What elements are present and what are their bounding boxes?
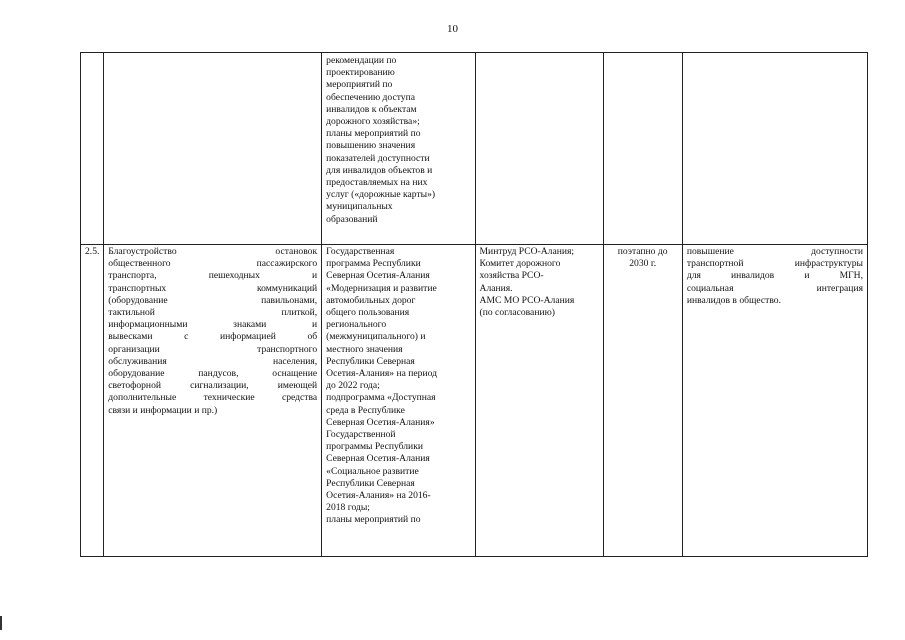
text-line: подпрограмма «Доступная [326, 392, 436, 404]
text-line: общего пользования [326, 307, 410, 319]
scan-mark [0, 616, 2, 630]
text-line: хозяйства РСО- [479, 270, 544, 282]
text-line: до 2022 года; [326, 380, 380, 392]
cell-term [603, 53, 682, 245]
text-line: информационными знаками и [108, 319, 318, 331]
cell-term [603, 245, 682, 557]
text-line: поэтапно до [617, 246, 668, 257]
text-line: программа Республики [326, 258, 421, 270]
text-line: Республики Северная [326, 355, 415, 367]
measures-table [80, 52, 868, 557]
text-line: муниципальных [326, 201, 393, 213]
text-line: оборудование пандусов, оснащение [108, 368, 318, 380]
text-line: 2030 г. [629, 258, 657, 270]
text-line: программы Республики [326, 441, 423, 453]
text-line: образований [326, 213, 378, 225]
text-line: инвалидов в общество. [686, 294, 781, 306]
text-line: (по согласованию) [479, 307, 555, 319]
text-line: «Модернизация и развитие [326, 282, 437, 294]
basis-text [326, 246, 470, 527]
text-line: общественного пассажирского [108, 258, 318, 270]
text-line: для инвалидов и МГН, [686, 270, 863, 282]
table-row [81, 245, 868, 557]
text-line: (межмуниципального) и [326, 331, 426, 343]
text-line: Алания. [479, 282, 513, 294]
responsible-text [480, 246, 599, 319]
text-line: дополнительные технические средства [108, 392, 318, 404]
cell-num [81, 53, 104, 245]
text-line: планы мероприятий по [326, 128, 421, 140]
text-line: Минтруд РСО-Алания; [479, 246, 575, 257]
text-line: мероприятий по [326, 79, 393, 91]
cell-result [682, 245, 867, 557]
text-line: Осетия-Алания» на период [326, 368, 438, 380]
text-line: связи и информации и пр.) [108, 404, 218, 416]
text-line: обеспечению доступа [326, 91, 415, 103]
text-line: автомобильных дорог [326, 294, 416, 306]
text-line: Государственная [326, 246, 395, 257]
cell-responsible [475, 245, 603, 557]
text-line: (оборудование павильонами, [108, 294, 318, 306]
text-line: повышение доступности [686, 246, 863, 257]
cell-responsible [475, 53, 603, 245]
text-line: инвалидов к объектам [326, 103, 417, 115]
text-line: для инвалидов объектов и [326, 164, 433, 176]
page-number: 10 [447, 23, 458, 35]
text-line: транспортной инфраструктуры [686, 258, 863, 270]
text-line: среда в Республике [326, 404, 405, 416]
text-line: предоставляемых на них [326, 177, 428, 189]
measure-text [108, 246, 317, 417]
term-text [608, 246, 678, 270]
text-line: транспорта, пешеходных и [108, 270, 318, 282]
text-line: рекомендации по [326, 55, 397, 66]
text-line: повышению значения [326, 140, 416, 152]
text-line: 2018 годы; [326, 502, 370, 514]
cell-basis [322, 245, 475, 557]
text-line: тактильной плиткой, [108, 307, 318, 319]
cell-basis [322, 53, 475, 245]
text-line: обслуживания населения, [108, 355, 318, 367]
text-line: показателей доступности [326, 152, 430, 164]
text-line: услуг («дорожные карты») [326, 189, 436, 201]
text-line: Государственной [326, 429, 396, 441]
text-line: Республики Северная [326, 477, 415, 489]
cell-measure [104, 53, 322, 245]
text-line: Северная Осетия-Алания» [326, 416, 435, 428]
table-row [81, 53, 868, 245]
text-line: Северная Осетия-Алания [326, 453, 430, 465]
text-line: проектированию [326, 67, 395, 79]
text-line: регионального [326, 319, 387, 331]
basis-text [326, 55, 470, 226]
text-line: социальная интеграция [686, 282, 863, 294]
text-line: Северная Осетия-Алания [326, 270, 430, 282]
text-line: дорожного хозяйства»; [326, 116, 420, 128]
text-line: планы мероприятий по [326, 514, 421, 526]
text-line: «Социальное развитие [326, 465, 419, 477]
cell-measure [104, 245, 322, 557]
text-line: транспортных коммуникаций [108, 282, 318, 294]
text-line: Благоустройство остановок [108, 246, 318, 257]
text-line: Комитет дорожного [479, 258, 561, 270]
text-line: Осетия-Алания» на 2016- [326, 490, 431, 502]
cell-result [682, 53, 867, 245]
text-line: светофорной сигнализации, имеющей [108, 380, 318, 392]
text-line: вывесками с информацией об [108, 331, 318, 343]
text-line: местного значения [326, 343, 403, 355]
result-text [687, 246, 863, 307]
cell-num [81, 245, 104, 557]
row-number: 2.5. [85, 246, 100, 257]
text-line: организации транспортного [108, 343, 318, 355]
text-line: АМС МО РСО-Алания [479, 294, 575, 306]
